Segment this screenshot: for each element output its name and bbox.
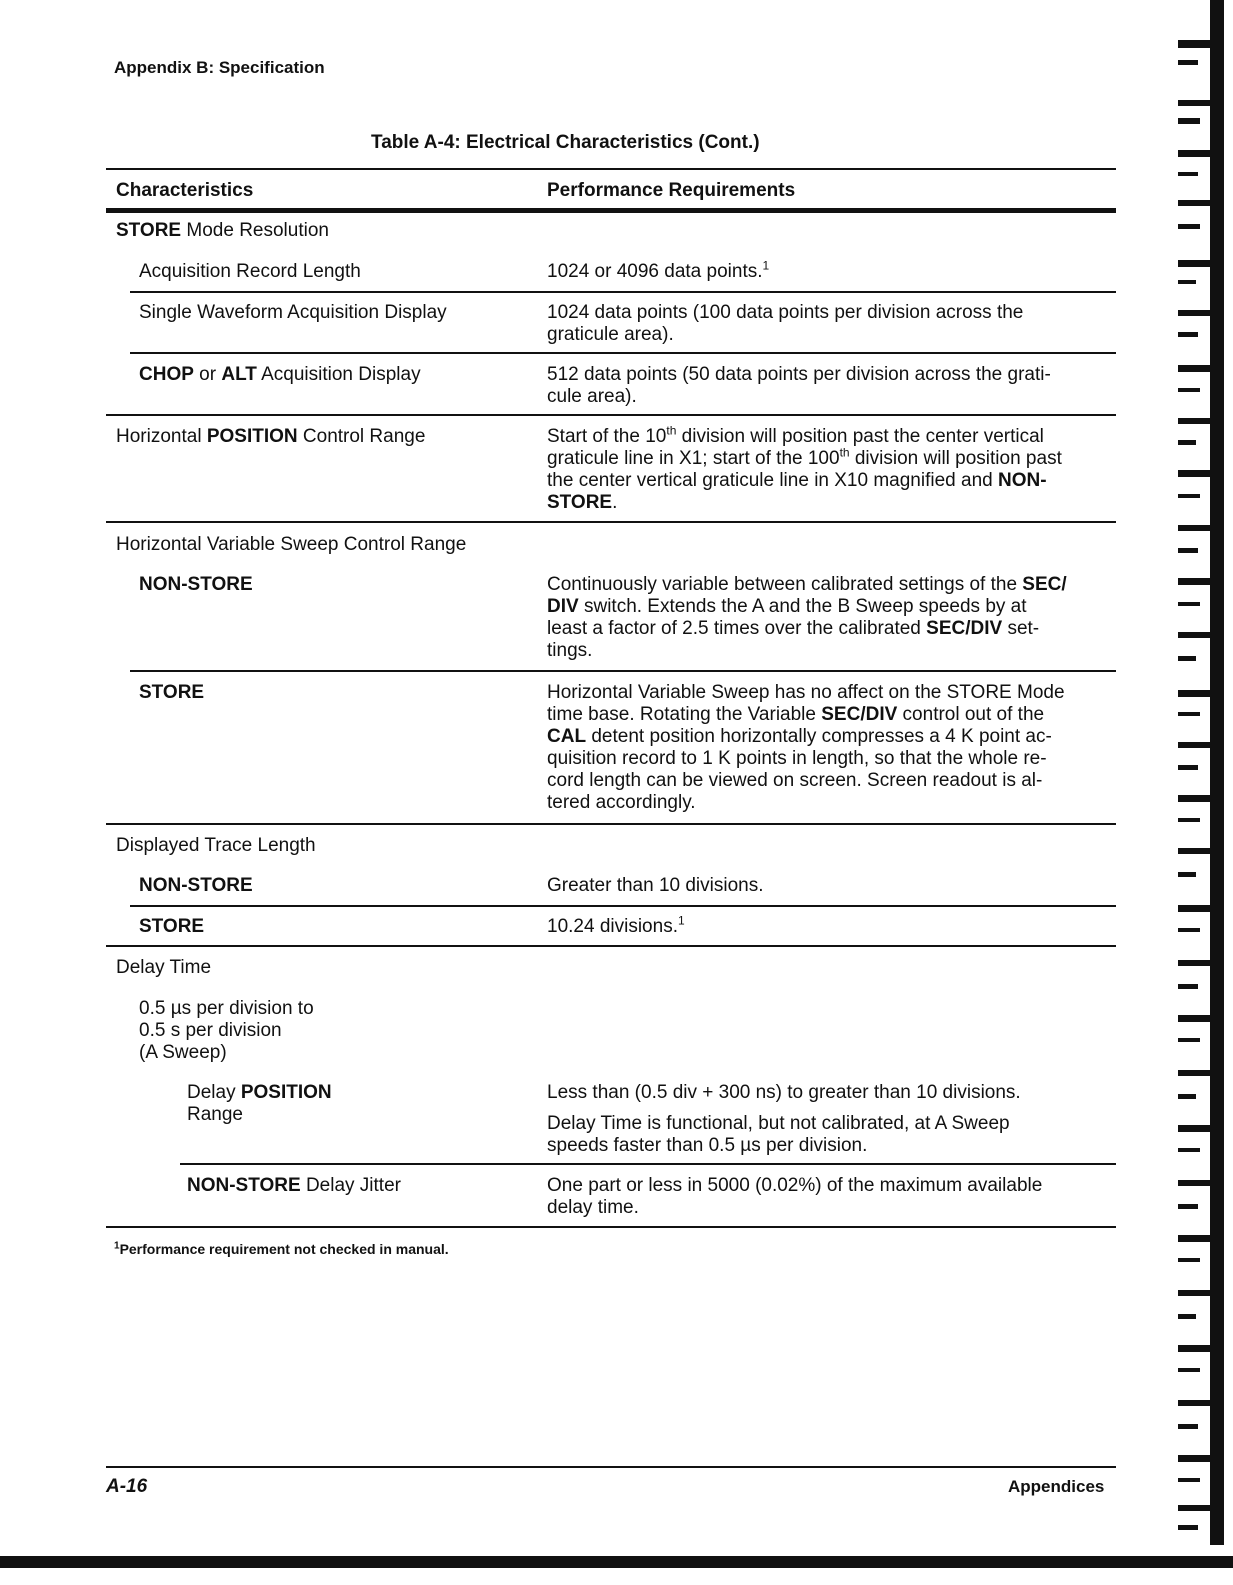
row-rule — [130, 905, 1116, 907]
row-store1-value-line4: quisition record to 1 K points in length, so that the whole re- — [547, 748, 1047, 769]
row-rule — [106, 521, 1116, 523]
row-delay-pos-value2-line1: Delay Time is functional, but not calibrated, at A Sweep — [547, 1113, 1010, 1134]
table-top-rule — [106, 168, 1116, 170]
row-store2-value: 10.24 divisions.$^1$ — [547, 913, 685, 937]
row-sweep-range-line3: (A Sweep) — [139, 1042, 227, 1063]
row-single-wave-value-line1: 1024 data points (100 data points per division across the — [547, 302, 1024, 323]
row-nonstore1-value-line2: DIV switch. Extends the A and the B Sweep speeds by at — [547, 596, 1027, 617]
column-header-characteristics: Characteristics — [116, 180, 254, 201]
table-title: Table A-4: Electrical Characteristics (Cont.) — [371, 132, 760, 153]
footer-section: Appendices — [1008, 1477, 1105, 1496]
row-store1-value-line5: cord length can be viewed on screen. Screen readout is al- — [547, 770, 1043, 791]
row-store1-value-line2: time base. Rotating the Variable SEC/DIV control out of the — [547, 704, 1045, 725]
row-nonstore2-label: NON-STORE — [139, 875, 253, 896]
row-hpos-value-line3: the center vertical graticule line in X10 magnified and NON- — [547, 470, 1047, 491]
row-delay-pos-value2-line2: speeds faster than 0.5 µs per division. — [547, 1135, 868, 1156]
row-store1-value-line6: tered accordingly. — [547, 792, 696, 813]
row-store1-label: STORE — [139, 682, 205, 703]
row-hvar-label: Horizontal Variable Sweep Control Range — [116, 534, 467, 555]
row-nonstore1-value-line3: least a factor of 2.5 times over the calibrated SEC/DIV set- — [547, 618, 1040, 639]
row-chop-alt-label: CHOP or ALT Acquisition Display — [139, 364, 421, 385]
footnote: $^1$Performance requirement not checked in manual. — [114, 1240, 449, 1257]
row-hpos-value-line4: STORE. — [547, 492, 618, 513]
row-trace-label: Displayed Trace Length — [116, 835, 316, 856]
page-number: A-16 — [106, 1476, 148, 1497]
row-jitter-value-line2: delay time. — [547, 1197, 639, 1218]
page-header-title: Appendix B: Specification — [114, 58, 325, 77]
row-hpos-value-line2: graticule line in X1; start of the 100th division will position past — [547, 445, 1062, 469]
row-nonstore1-label: NON-STORE — [139, 574, 253, 595]
row-single-wave-label: Single Waveform Acquisition Display — [139, 302, 447, 323]
row-chop-alt-value-line2: cule area). — [547, 386, 637, 407]
row-delay-pos-label-line1: Delay POSITION — [187, 1082, 332, 1103]
row-jitter-label: NON-STORE Delay Jitter — [187, 1175, 401, 1196]
row-store1-value-line3: CAL detent position horizontally compresses a 4 K point ac- — [547, 726, 1052, 747]
row-rule — [106, 823, 1116, 825]
row-sweep-range-line1: 0.5 µs per division to — [139, 998, 314, 1019]
row-jitter-value-line1: One part or less in 5000 (0.02%) of the maximum available — [547, 1175, 1043, 1196]
row-store-mode-resolution: STORE Mode Resolution — [116, 220, 329, 241]
row-acq-record-value: 1024 or 4096 data points.$^1$ — [547, 258, 770, 282]
row-single-wave-value-line2: graticule area). — [547, 324, 674, 345]
row-rule — [130, 670, 1116, 672]
row-rule — [106, 414, 1116, 416]
row-nonstore1-value-line1: Continuously variable between calibrated settings of the SEC/ — [547, 574, 1067, 595]
row-rule — [130, 352, 1116, 354]
row-hpos-label: Horizontal POSITION Control Range — [116, 426, 426, 447]
table-bottom-rule — [106, 1226, 1116, 1228]
row-rule — [106, 945, 1116, 947]
row-sweep-range-line2: 0.5 s per division — [139, 1020, 282, 1041]
thumb-index-tabs — [1170, 0, 1225, 1545]
row-delay-pos-label-line2: Range — [187, 1104, 243, 1125]
column-header-performance: Performance Requirements — [547, 180, 796, 201]
row-store1-value-line1: Horizontal Variable Sweep has no affect on the STORE Mode — [547, 682, 1065, 703]
row-delay-pos-value1: Less than (0.5 div + 300 ns) to greater than 10 divisions. — [547, 1082, 1021, 1103]
page-bottom-edge — [0, 1556, 1233, 1568]
row-delay-label: Delay Time — [116, 957, 212, 978]
row-chop-alt-value-line1: 512 data points (50 data points per division across the grati- — [547, 364, 1051, 385]
row-nonstore1-value-line4: tings. — [547, 640, 593, 661]
footer-rule — [106, 1466, 1116, 1468]
row-rule — [130, 291, 1116, 293]
row-hpos-value-line1: Start of the 10th division will position past the center vertical — [547, 423, 1044, 447]
row-rule — [180, 1163, 1116, 1165]
row-acq-record-label: Acquisition Record Length — [139, 261, 361, 282]
row-store2-label: STORE — [139, 916, 205, 937]
row-nonstore2-value: Greater than 10 divisions. — [547, 875, 764, 896]
table-header-rule — [106, 208, 1116, 213]
